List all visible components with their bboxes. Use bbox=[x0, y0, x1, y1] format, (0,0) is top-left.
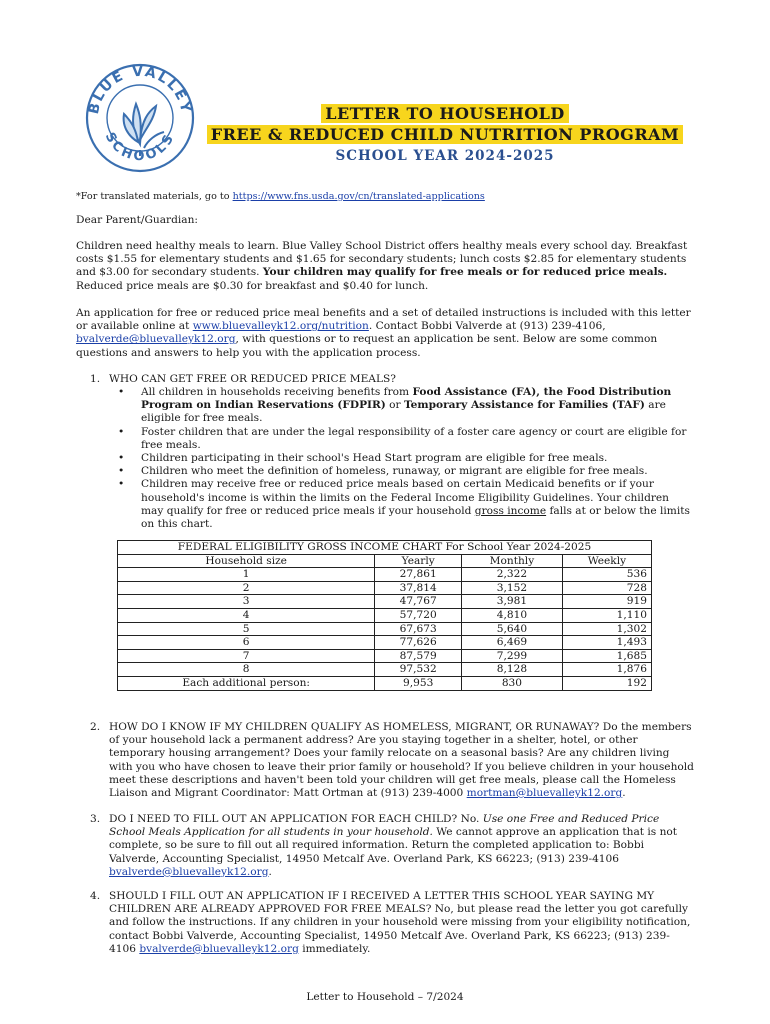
title-line-1: LETTER TO HOUSEHOLD bbox=[321, 104, 569, 123]
q2-number: 2. bbox=[90, 721, 101, 733]
valverde-email-link[interactable]: bvalverde@bluevalleyk12.org bbox=[76, 333, 236, 346]
chart-caption: FEDERAL ELIGIBILITY GROSS INCOME CHART For School Year 2024-2025 bbox=[118, 541, 652, 555]
table-row: Each additional person: 9,953 830 192 bbox=[118, 676, 652, 690]
logo-arc-bottom: SCHOOLS bbox=[101, 130, 179, 165]
list-item: • Foster children that are under the legal responsibility of a foster care agency or court are eligible for free meals. bbox=[118, 425, 687, 451]
table-row: 8 97,532 8,128 1,876 bbox=[118, 663, 652, 677]
school-year-subtitle: SCHOOL YEAR 2024-2025 bbox=[335, 148, 555, 164]
greeting: Dear Parent/Guardian: bbox=[76, 214, 199, 226]
header-monthly: Monthly bbox=[462, 554, 563, 568]
header-weekly: Weekly bbox=[562, 554, 651, 568]
list-item: • Children participating in their school's Head Start program are eligible for free meals. bbox=[118, 452, 608, 465]
table-row: 1 27,861 2,322 536 bbox=[118, 568, 652, 582]
header-yearly: Yearly bbox=[375, 554, 462, 568]
q3-answer: DO I NEED TO FILL OUT AN APPLICATION FOR EACH CHILD? No. Use one Free and Reduced Price School Meals Application for all students in your household. We cannot approve an application that is not complete, so be sure to fill out all required information. Return the completed application to: Bobbi Valverde, Accounting Specialist, 14950 Metcalf Ave. Overland Park, KS 66223; (913) 239-4106 bvalverde@bluevalleyk12.org. bbox=[109, 813, 678, 878]
page-footer: Letter to Household – 7/2024 bbox=[306, 991, 464, 1003]
intro-paragraph: Children need healthy meals to learn. Blue Valley School District offers healthy meals every school day. Breakfast costs $1.55 for elementary students and $1.65 for secondary students; lunch costs $2.85 for elementary students and $3.00 for secondary students. Your children may qualify for free meals or for reduced price meals. Reduced price meals are $0.30 for breakfast and $0.40 for lunch. bbox=[76, 240, 688, 292]
table-row: 6 77,626 6,469 1,493 bbox=[118, 636, 652, 650]
blue-valley-logo bbox=[84, 62, 196, 174]
q1-number: 1. bbox=[90, 373, 101, 385]
letter-title bbox=[200, 104, 690, 164]
table-row: 3 47,767 3,981 919 bbox=[118, 595, 652, 609]
table-row: 7 87,579 7,299 1,685 bbox=[118, 649, 652, 663]
list-item: • All children in households receiving benefits from Food Assistance (FA), the Food Distribution Program on Indian Reservations (FDPIR) or Temporary Assistance for Families (TAF) are eligible for free meals. bbox=[118, 386, 672, 425]
title-line-2: FREE & REDUCED CHILD NUTRITION PROGRAM bbox=[207, 125, 684, 144]
valverde-email-link-3[interactable]: bvalverde@bluevalleyk12.org bbox=[139, 942, 299, 955]
svg-text:BLUE VALLEY bbox=[86, 64, 194, 116]
table-row: 4 57,720 4,810 1,110 bbox=[118, 608, 652, 622]
q4-number: 4. bbox=[90, 890, 101, 902]
header-household-size: Household size bbox=[118, 554, 375, 568]
ortman-email-link[interactable]: mortman@bluevalleyk12.org bbox=[466, 787, 623, 800]
logo-arc-top: BLUE VALLEY bbox=[85, 63, 195, 116]
q1-bullets bbox=[118, 386, 694, 531]
table-row: 2 37,814 3,152 728 bbox=[118, 581, 652, 595]
q2-answer: HOW DO I KNOW IF MY CHILDREN QUALIFY AS HOMELESS, MIGRANT, OR RUNAWAY? Do the members of your household lack a permanent address? Are you staying together in a shelter, hotel, or other temporary housing arrangement? Does your family relocate on a seasonal basis? Are any children living with you who have chosen to leave their prior family or household? If you believe children in your household meet these descriptions and haven't been told your children will get free meals, please call the Homeless Liaison and Migrant Coordinator: Matt Ortman at (913) 239-4000 mortman@bluevalleyk12.org. bbox=[109, 721, 694, 800]
income-eligibility-chart bbox=[117, 540, 652, 691]
q3-number: 3. bbox=[90, 813, 101, 825]
application-paragraph: An application for free or reduced price meal benefits and a set of detailed instructions is included with this letter or available online at www.bluevalleyk12.org/nutrition. Contact Bobbi Valverde at (913) 239-4106, bvalverde@bluevalleyk12.org, with questions or to request an application be sent. Below are some common questions and answers to help you with the application process. bbox=[76, 307, 691, 359]
q1-question: WHO CAN GET FREE OR REDUCED PRICE MEALS? bbox=[109, 373, 396, 385]
list-item: • Children who meet the definition of homeless, runaway, or migrant are eligible for free meals. bbox=[118, 465, 648, 478]
q4-answer: SHOULD I FILL OUT AN APPLICATION IF I RECEIVED A LETTER THIS SCHOOL YEAR SAYING MY CHILDREN ARE ALREADY APPROVED FOR FREE MEALS? No, but please read the letter you got carefully and follow the instructions. If any children in your household were missing from your eligibility notification, contact Bobbi Valverde, Accounting Specialist, 14950 Metcalf Ave. Overland Park, KS 66223; (913) 239-4106 bvalverde@bluevalleyk12.org immediately. bbox=[109, 890, 691, 955]
translated-applications-link[interactable]: https://www.fns.usda.gov/cn/translated-applications bbox=[232, 191, 485, 202]
translated-materials-note: *For translated materials, go to https://www.fns.usda.gov/cn/translated-applications bbox=[76, 191, 485, 202]
nutrition-website-link[interactable]: www.bluevalleyk12.org/nutrition bbox=[192, 320, 369, 333]
list-item: • Children may receive free or reduced price meals based on certain Medicaid benefits or if your household's income is within the limits on the Federal Income Eligibility Guidelines. Your children may qualify for free or reduced price meals if your household gross income falls at or below the limits on this chart. bbox=[118, 478, 690, 531]
table-row: 5 67,673 5,640 1,302 bbox=[118, 622, 652, 636]
valverde-email-link-2[interactable]: bvalverde@bluevalleyk12.org bbox=[109, 865, 269, 878]
